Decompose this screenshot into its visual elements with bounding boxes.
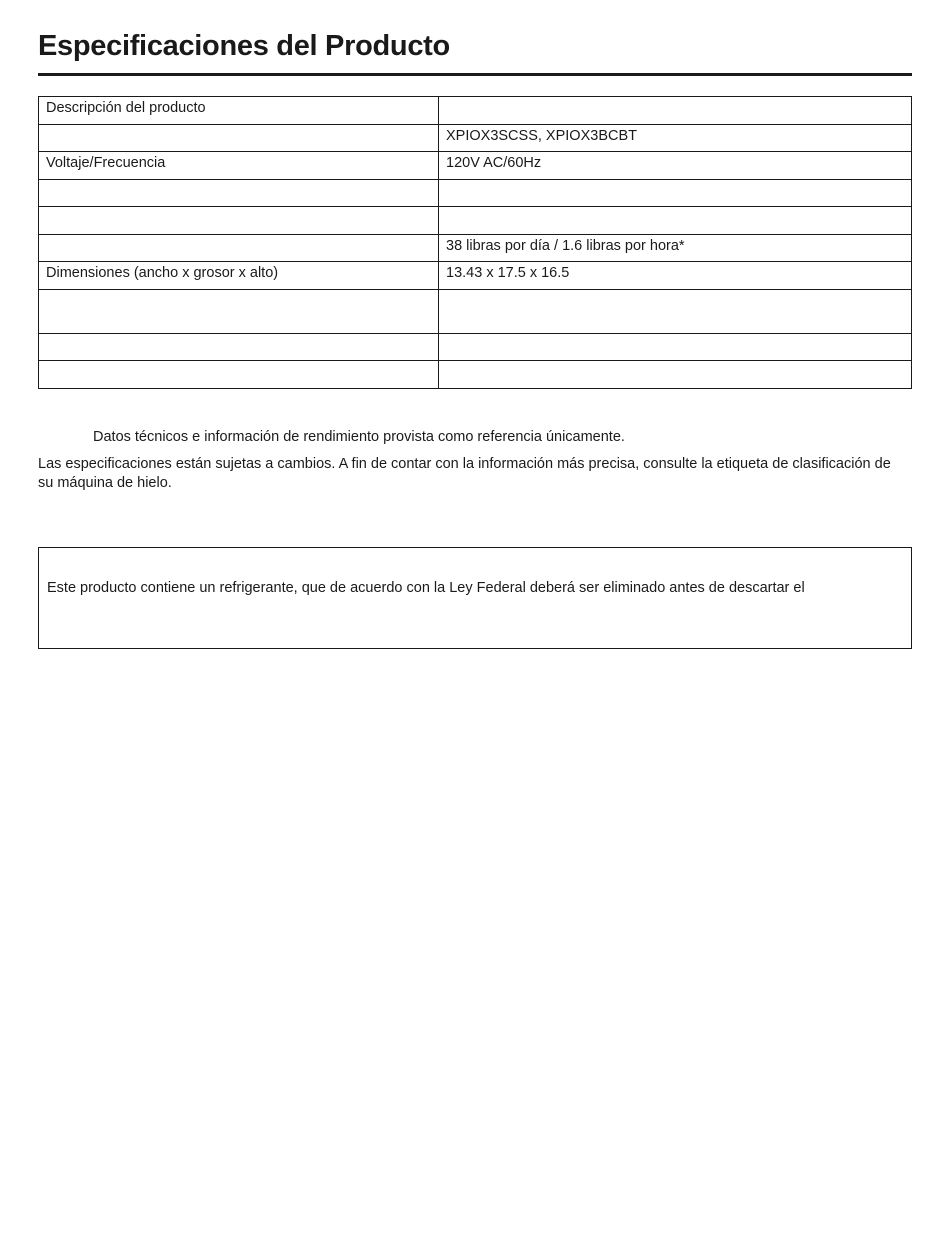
spec-table [38, 96, 912, 389]
table-row [39, 361, 912, 389]
table-row [39, 334, 912, 361]
spec-label [39, 290, 439, 334]
page-title: Especificaciones del Producto [38, 30, 450, 62]
spec-value [439, 207, 912, 235]
table-row [39, 125, 912, 152]
spec-value [439, 97, 912, 125]
spec-value [439, 180, 912, 207]
spec-label [39, 207, 439, 235]
spec-value: 38 libras por día / 1.6 libras por hora* [439, 235, 912, 262]
spec-label [39, 334, 439, 361]
spec-label [39, 361, 439, 389]
technical-data-note: Datos técnicos e información de rendimiento provista como referencia únicamente. [93, 429, 625, 445]
spec-value: XPIOX3SCSS, XPIOX3BCBT [439, 125, 912, 152]
spec-value: 13.43 x 17.5 x 16.5 [439, 262, 912, 290]
table-row [39, 262, 912, 290]
refrigerant-notice-text: Este producto contiene un refrigerante, que de acuerdo con la Ley Federal deberá ser eliminado antes de descartar el [47, 580, 805, 596]
refrigerant-notice-box [38, 547, 912, 649]
spec-label: Dimensiones (ancho x grosor x alto) [39, 262, 439, 290]
spec-value [439, 290, 912, 334]
spec-label [39, 125, 439, 152]
table-row [39, 207, 912, 235]
spec-value [439, 334, 912, 361]
table-row [39, 152, 912, 180]
table-row [39, 235, 912, 262]
spec-value: 120V AC/60Hz [439, 152, 912, 180]
spec-label [39, 180, 439, 207]
table-row [39, 180, 912, 207]
spec-label [39, 235, 439, 262]
spec-label: Voltaje/Frecuencia [39, 152, 439, 180]
title-divider [38, 73, 912, 76]
table-row [39, 97, 912, 125]
spec-label: Descripción del producto [39, 97, 439, 125]
table-row [39, 290, 912, 334]
spec-value [439, 361, 912, 389]
specifications-change-note: Las especificaciones están sujetas a cambios. A fin de contar con la información más precisa, consulte la etiqueta de clasificación de su máquina de hielo. [38, 456, 891, 491]
